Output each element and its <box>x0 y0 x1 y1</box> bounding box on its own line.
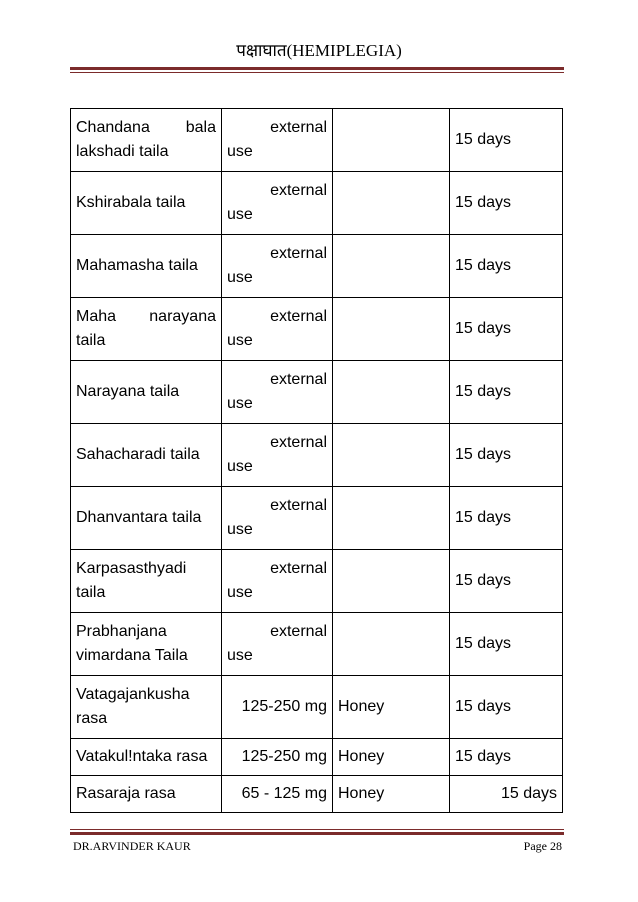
dose-line: external <box>270 560 327 577</box>
medicine-name-line: Vatakul!ntaka rasa <box>76 748 208 765</box>
table-row <box>71 550 563 613</box>
dose-line: use <box>227 269 253 286</box>
footer-rule <box>70 832 564 835</box>
dose-value: 65 - 125 mg <box>241 785 327 802</box>
footer-author: DR.ARVINDER KAUR <box>73 839 191 853</box>
page-title: पक्षाघात(HEMIPLEGIA) <box>236 41 402 60</box>
table-row <box>71 361 563 424</box>
vehicle-cell <box>333 613 450 676</box>
vehicle-cell: Honey <box>333 739 450 776</box>
medicine-name-line: taila <box>76 332 106 349</box>
dose-cell <box>222 424 333 487</box>
dose-line: use <box>227 521 253 538</box>
page-number: Page 28 <box>523 839 562 853</box>
table-row <box>71 776 563 813</box>
dose-line: use <box>227 206 253 223</box>
dose-cell <box>222 109 333 172</box>
dose-cell <box>222 235 333 298</box>
table-row <box>71 424 563 487</box>
vehicle-cell <box>333 235 450 298</box>
medicine-name-cell <box>71 172 222 235</box>
medicine-name-word: bala <box>185 119 216 136</box>
medicine-name-line: Prabhanjana <box>76 623 167 640</box>
medicine-name-cell <box>71 676 222 739</box>
dose-cell <box>222 739 333 776</box>
vehicle-cell <box>333 298 450 361</box>
dose-cell <box>222 550 333 613</box>
header-rule-thin <box>70 72 564 73</box>
medicine-name-cell <box>71 613 222 676</box>
medicine-name-line: Sahacharadi taila <box>76 446 200 463</box>
footer-rule-thin <box>70 829 564 830</box>
table-row <box>71 487 563 550</box>
medicine-name-line: Narayana taila <box>76 383 180 400</box>
dose-line: external <box>270 497 327 514</box>
medication-table <box>70 108 563 813</box>
medicine-name-cell <box>71 487 222 550</box>
table-row <box>71 235 563 298</box>
dose-line: use <box>227 458 253 475</box>
table-row <box>71 109 563 172</box>
dose-cell <box>222 487 333 550</box>
medicine-name-line: vimardana Taila <box>76 647 188 664</box>
dose-value: 125-250 mg <box>241 748 327 765</box>
medicine-name-word: narayana <box>149 308 216 325</box>
duration-cell: 15 days <box>450 613 563 676</box>
medicine-name-line: Karpasasthyadi <box>76 560 187 577</box>
dose-line: external <box>270 245 327 262</box>
medicine-name-line: Dhanvantara taila <box>76 509 202 526</box>
table-row <box>71 298 563 361</box>
table-row <box>71 676 563 739</box>
duration-cell: 15 days <box>450 487 563 550</box>
dose-line: use <box>227 332 253 349</box>
duration-cell: 15 days <box>450 739 563 776</box>
medicine-name-cell <box>71 739 222 776</box>
dose-line: use <box>227 143 253 160</box>
duration-cell: 15 days <box>450 424 563 487</box>
duration-cell: 15 days <box>450 550 563 613</box>
medicine-name-cell <box>71 235 222 298</box>
duration-cell: 15 days <box>450 676 563 739</box>
medicine-name-line: Vatagajankusha <box>76 686 190 703</box>
medicine-name-cell <box>71 109 222 172</box>
dose-value: 125-250 mg <box>241 698 327 715</box>
table-row <box>71 172 563 235</box>
dose-line: use <box>227 584 253 601</box>
medicine-name-line: rasa <box>76 710 108 727</box>
medicine-name-line: Rasaraja rasa <box>76 785 176 802</box>
dose-line: external <box>270 434 327 451</box>
vehicle-cell <box>333 487 450 550</box>
medicine-name-cell <box>71 424 222 487</box>
dose-cell <box>222 776 333 813</box>
duration-cell: 15 days <box>450 776 563 813</box>
medicine-name-line: lakshadi taila <box>76 143 169 160</box>
dose-line: external <box>270 182 327 199</box>
medicine-name-line: Mahamasha taila <box>76 257 198 274</box>
medicine-name-cell <box>71 361 222 424</box>
medicine-name-cell <box>71 776 222 813</box>
vehicle-cell <box>333 550 450 613</box>
vehicle-cell: Honey <box>333 776 450 813</box>
vehicle-cell <box>333 424 450 487</box>
table-row <box>71 613 563 676</box>
dose-line: external <box>270 308 327 325</box>
duration-cell: 15 days <box>450 361 563 424</box>
dose-line: external <box>270 119 327 136</box>
header-rule <box>70 67 564 70</box>
medicine-name-cell <box>71 550 222 613</box>
dose-cell <box>222 298 333 361</box>
duration-cell: 15 days <box>450 172 563 235</box>
medicine-name-cell <box>71 298 222 361</box>
vehicle-cell <box>333 109 450 172</box>
medicine-name-word: Maha <box>76 308 117 325</box>
medicine-name-line: taila <box>76 584 106 601</box>
dose-cell <box>222 172 333 235</box>
dose-line: external <box>270 371 327 388</box>
dose-cell <box>222 613 333 676</box>
vehicle-cell <box>333 172 450 235</box>
duration-cell: 15 days <box>450 298 563 361</box>
table-row <box>71 739 563 776</box>
duration-cell: 15 days <box>450 235 563 298</box>
dose-cell <box>222 676 333 739</box>
medicine-name-word: Chandana <box>76 119 150 136</box>
vehicle-cell <box>333 361 450 424</box>
medicine-name-line: Kshirabala taila <box>76 194 186 211</box>
dose-line: use <box>227 395 253 412</box>
dose-line: use <box>227 647 253 664</box>
vehicle-cell: Honey <box>333 676 450 739</box>
dose-cell <box>222 361 333 424</box>
duration-cell: 15 days <box>450 109 563 172</box>
dose-line: external <box>270 623 327 640</box>
